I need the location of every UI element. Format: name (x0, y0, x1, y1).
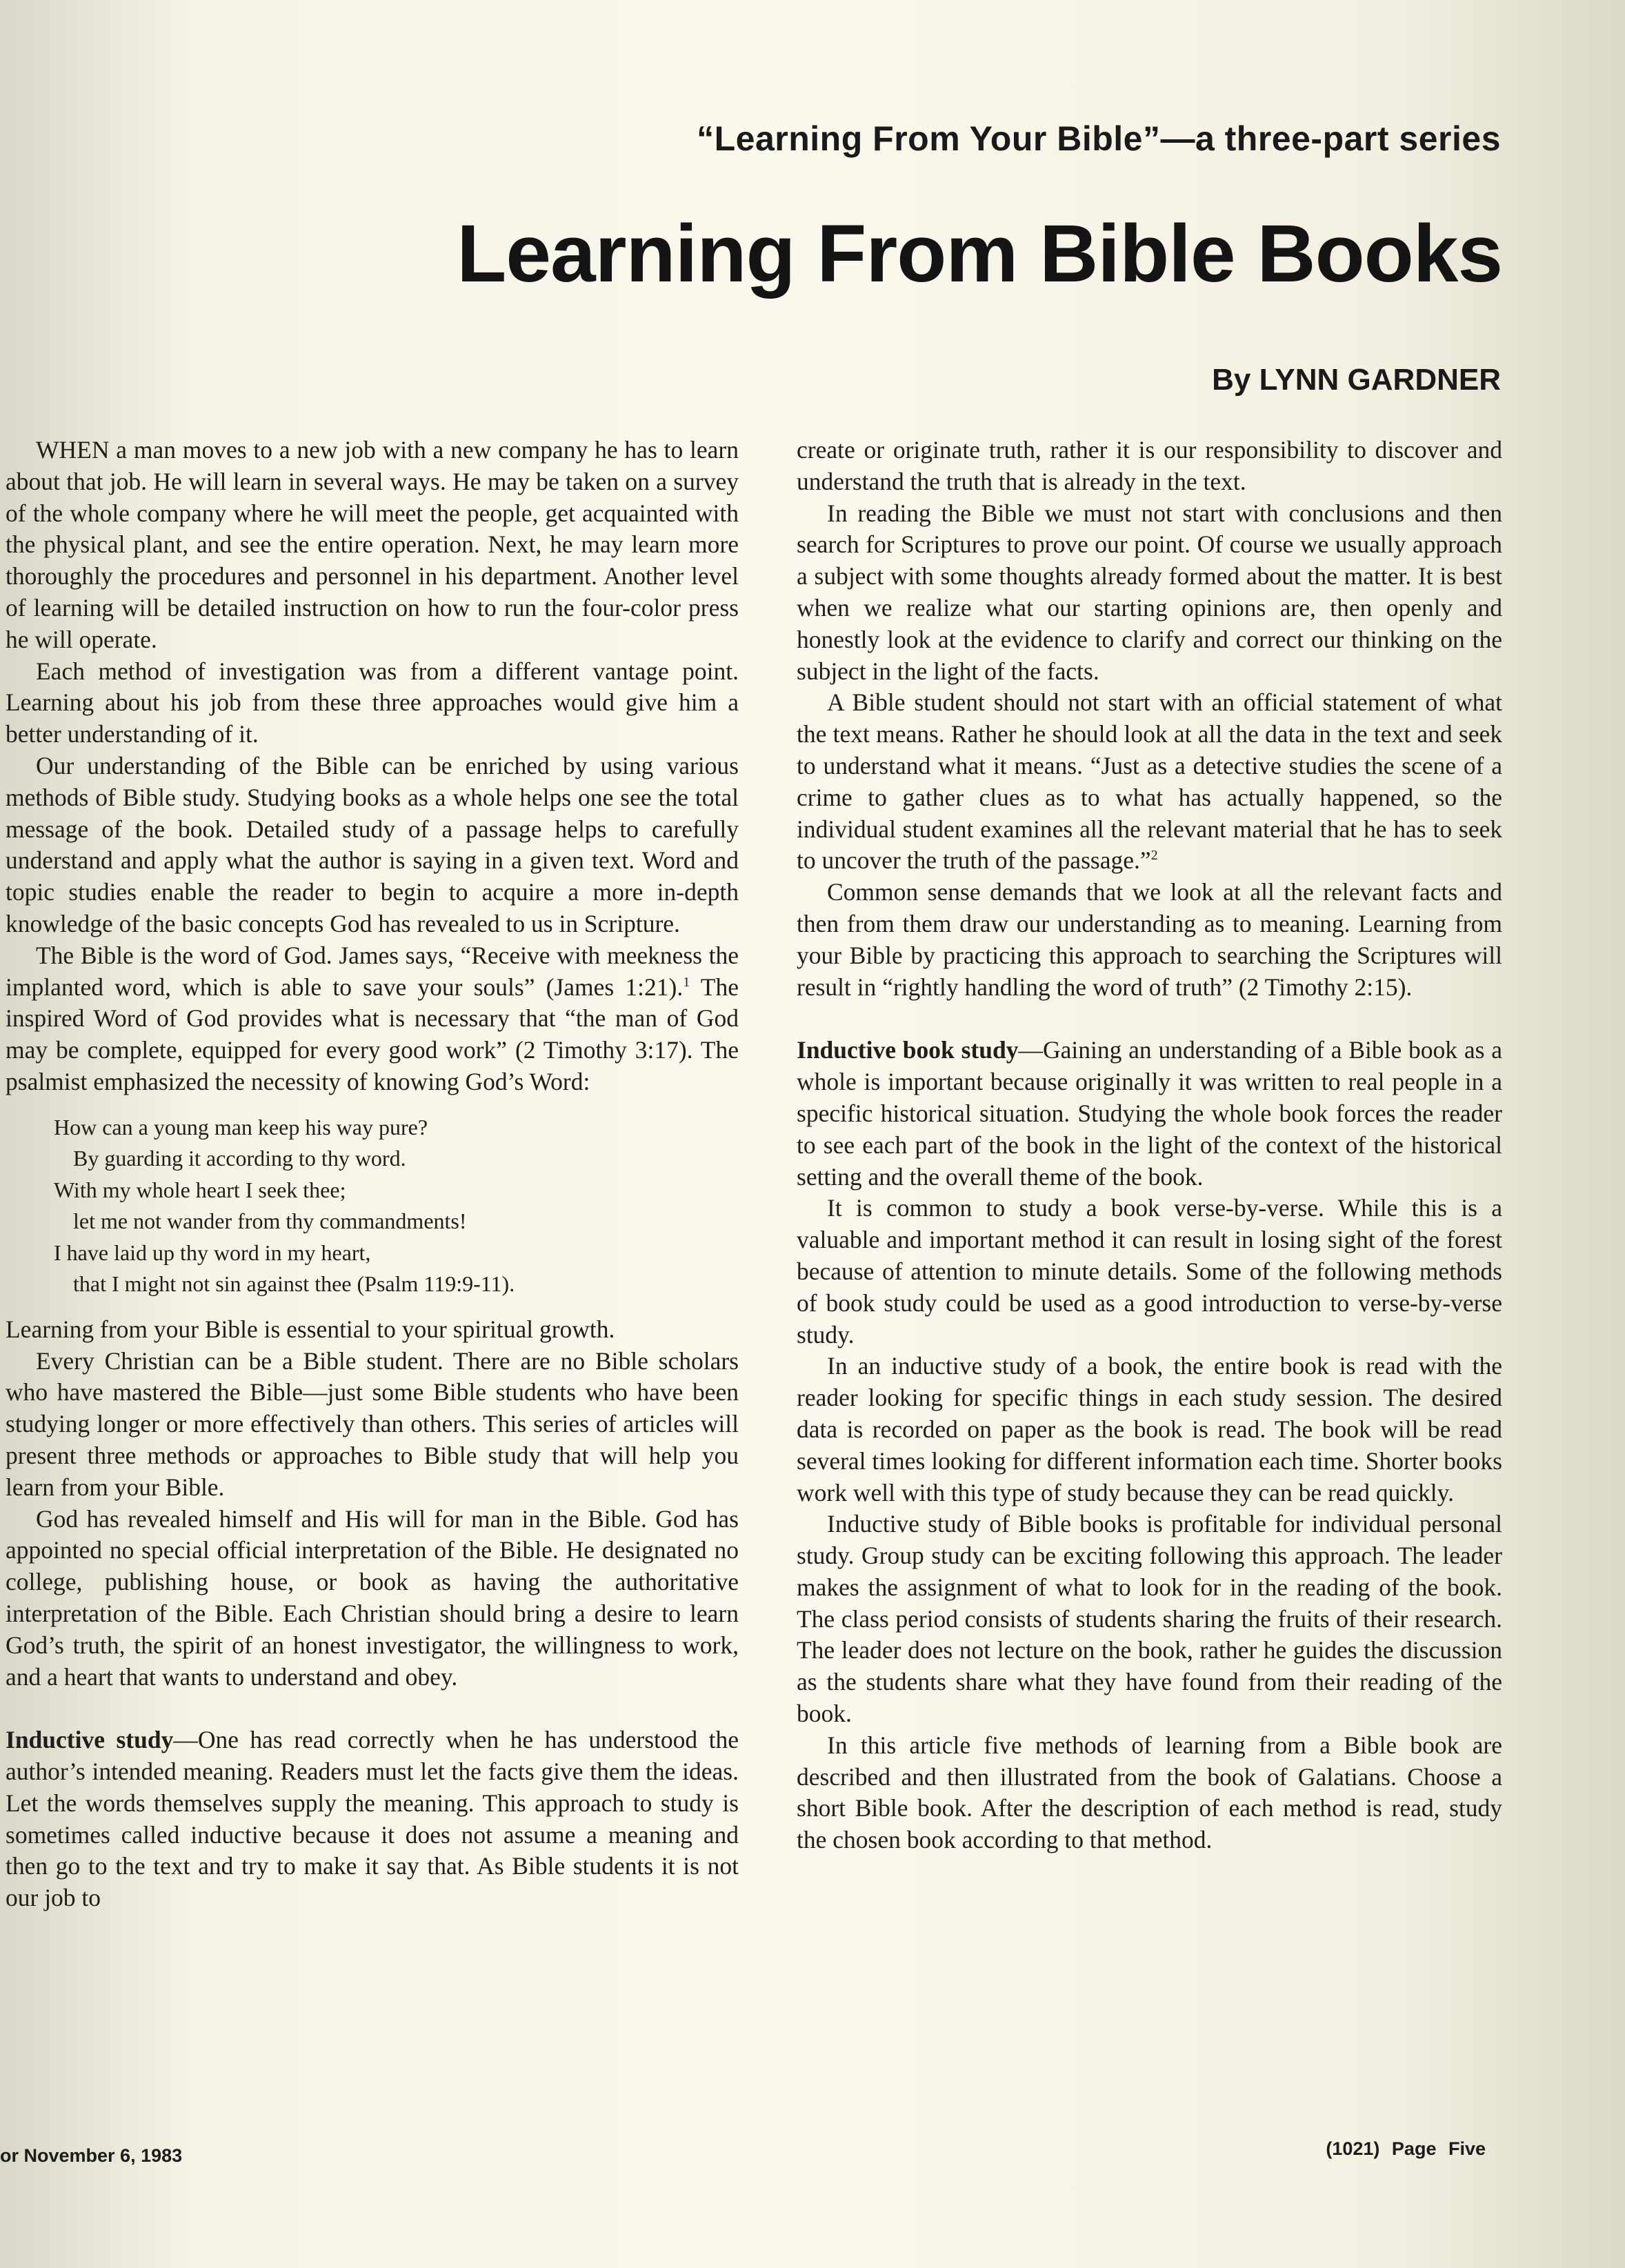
paragraph: God has revealed himself and His will for man in the Bible. God has appointed no special official interpretation of the Bible. He designated no college, publishing house, or book as having the authoritative interpretation of the Bible. Each Christian should bring a desire to learn God’s truth, the spirit of an honest investigator, the willingness to work, and a heart that wants to understand and obey. (6, 1504, 739, 1691)
article-title: Learning From Bible Books (457, 208, 1502, 299)
paragraph: Common sense demands that we look at all the relevant facts and then from them draw our understanding as to meaning. Learning from your Bible by practicing this approach to searching the Scriptures will result in “rightly handling the word of truth” (2 Timothy 2:15). (797, 878, 1502, 1001)
paragraph (797, 687, 1502, 877)
poem-line: How can a young man keep his way pure? (54, 1114, 428, 1140)
paragraph: create or originate truth, rather it is our responsibility to discover and understand the truth that is already in the text. (797, 436, 1502, 495)
footer-page-number: (1021) Page Five (1326, 2138, 1486, 2159)
paragraph-text: —Gaining an understanding of a Bible book as a whole is important because originally it was written to real people in a specific historical situation. Studying the whole book forces the reader to see each part of the book in the light of the context of the historical setting and the overall theme of the book. (797, 1036, 1502, 1191)
paragraph: In an inductive study of a book, the entire book is read with the reader looking for specific things in each study session. The desired data is recorded on paper as the book is read. The book will be read several times looking for different information each time. Shorter books work well with this type of study because they can be read quickly. (797, 1352, 1502, 1506)
paragraph: In this article five methods of learning from a Bible book are described and then illustrated from the book of Galatians. Choose a short Bible book. After the description of each method is read, study the chosen book according to that method. (797, 1731, 1502, 1854)
poem-line: With my whole heart I seek thee; (54, 1177, 346, 1202)
paragraph-text: —One has read correctly when he has understood the author’s intended meaning. Readers must let the facts give them the ideas. Let the words themselves supply the meaning. This approach to study is sometimes called inductive because it does not assume a meaning and then go to the text and try to make it say that. As Bible students it is not our job to (6, 1726, 739, 1912)
paragraph: Inductive study of Bible books is profitable for individual personal study. Group study can be exciting following this approach. The leader makes the assignment of what to look for in the reading of the book. The class period consists of students sharing the fruits of their research. The leader does not lecture on the book, rather he guides the discussion as the students share what they have found from their reading of the book. (797, 1510, 1502, 1728)
paragraph: It is common to study a book verse-by-verse. While this is a valuable and important method it can result in losing sight of the forest because of attention to minute details. Some of the following methods of book study could be used as a good introduction to verse-by-verse study. (797, 1194, 1502, 1349)
poem-line: that I might not sin against thee (Psalm 119:9-11). (73, 1271, 515, 1297)
paragraph: WHEN a man moves to a new job with a new company he has to learn about that job. He will learn in several ways. He may be taken on a survey of the whole company where he will meet the people, get acquainted with the physical plant, and see the entire operation. Next, he may learn more thoroughly the procedures and personnel in his department. Another level of learning will be detailed instruction on how to run the four-color press he will operate. (6, 436, 739, 653)
paragraph: Each method of investigation was from a different vantage point. Learning about his job from these three approaches would give him a better understanding of it. (6, 657, 739, 748)
psalm-quotation (54, 1112, 739, 1300)
section-subhead: Inductive study (6, 1726, 174, 1754)
paragraph: In reading the Bible we must not start with conclusions and then search for Scriptures to prove our point. Of course we usually approach a subject with some thoughts already formed about the matter. It is best when we realize what our starting opinions are, then openly and honestly look at the evidence to clarify and correct our thinking on the subject in the light of the facts. (797, 499, 1502, 685)
poem-line: let me not wander from thy commandments! (73, 1208, 467, 1234)
right-text-column (797, 435, 1502, 1856)
paragraph-text: The Bible is the word of God. James says, “Receive with meekness the implanted word, which is able to save your souls” (James 1:21). (6, 941, 739, 1001)
paragraph (6, 1724, 739, 1914)
poem-line: By guarding it according to thy word. (73, 1146, 406, 1171)
paragraph: Every Christian can be a Bible student. There are no Bible scholars who have mastered the Bible—just some Bible students who have been studying longer or more effectively than others. This series of articles will present three methods or approaches to Bible study that will help you learn from your Bible. (6, 1346, 739, 1501)
series-heading: “Learning From Your Bible”—a three-part series (697, 119, 1501, 158)
paragraph: Our understanding of the Bible can be enriched by using various methods of Bible study. Studying books as a whole helps one see the total message of the book. Detailed study of a passage helps to carefully understand and apply what the author is saying in a given text. Word and topic studies enable the reader to begin to acquire a more in-depth knowledge of the basic concepts God has revealed to us in Scripture. (6, 751, 739, 937)
footer-date: or November 6, 1983 (0, 2145, 183, 2166)
section-subhead: Inductive book study (797, 1036, 1019, 1064)
paragraph (797, 1035, 1502, 1193)
paragraph-text: A Bible student should not start with an official statement of what the text means. Rather he should look at all the data in the text and seek to understand what it means. “Just as a detective studies the scene of a crime to gather clues as to what has actually happened, so the individual student examines all the relevant material that he has to seek to uncover the truth of the passage.” (797, 688, 1502, 875)
footnote-marker: 2 (1150, 848, 1158, 864)
paragraph-text: The inspired Word of God provides what is necessary that “the man of God may be complete, equipped for every good work” (2 Timothy 3:17). The psalmist emphasized the necessity of knowing God’s Word: (6, 973, 739, 1095)
footnote-marker: 1 (683, 974, 690, 990)
left-text-column (6, 435, 739, 1914)
author-byline: By LYNN GARDNER (1212, 363, 1501, 397)
paragraph (6, 940, 739, 1098)
paragraph: Learning from your Bible is essential to your spiritual growth. (6, 1315, 615, 1343)
poem-line: I have laid up thy word in my heart, (54, 1240, 371, 1265)
